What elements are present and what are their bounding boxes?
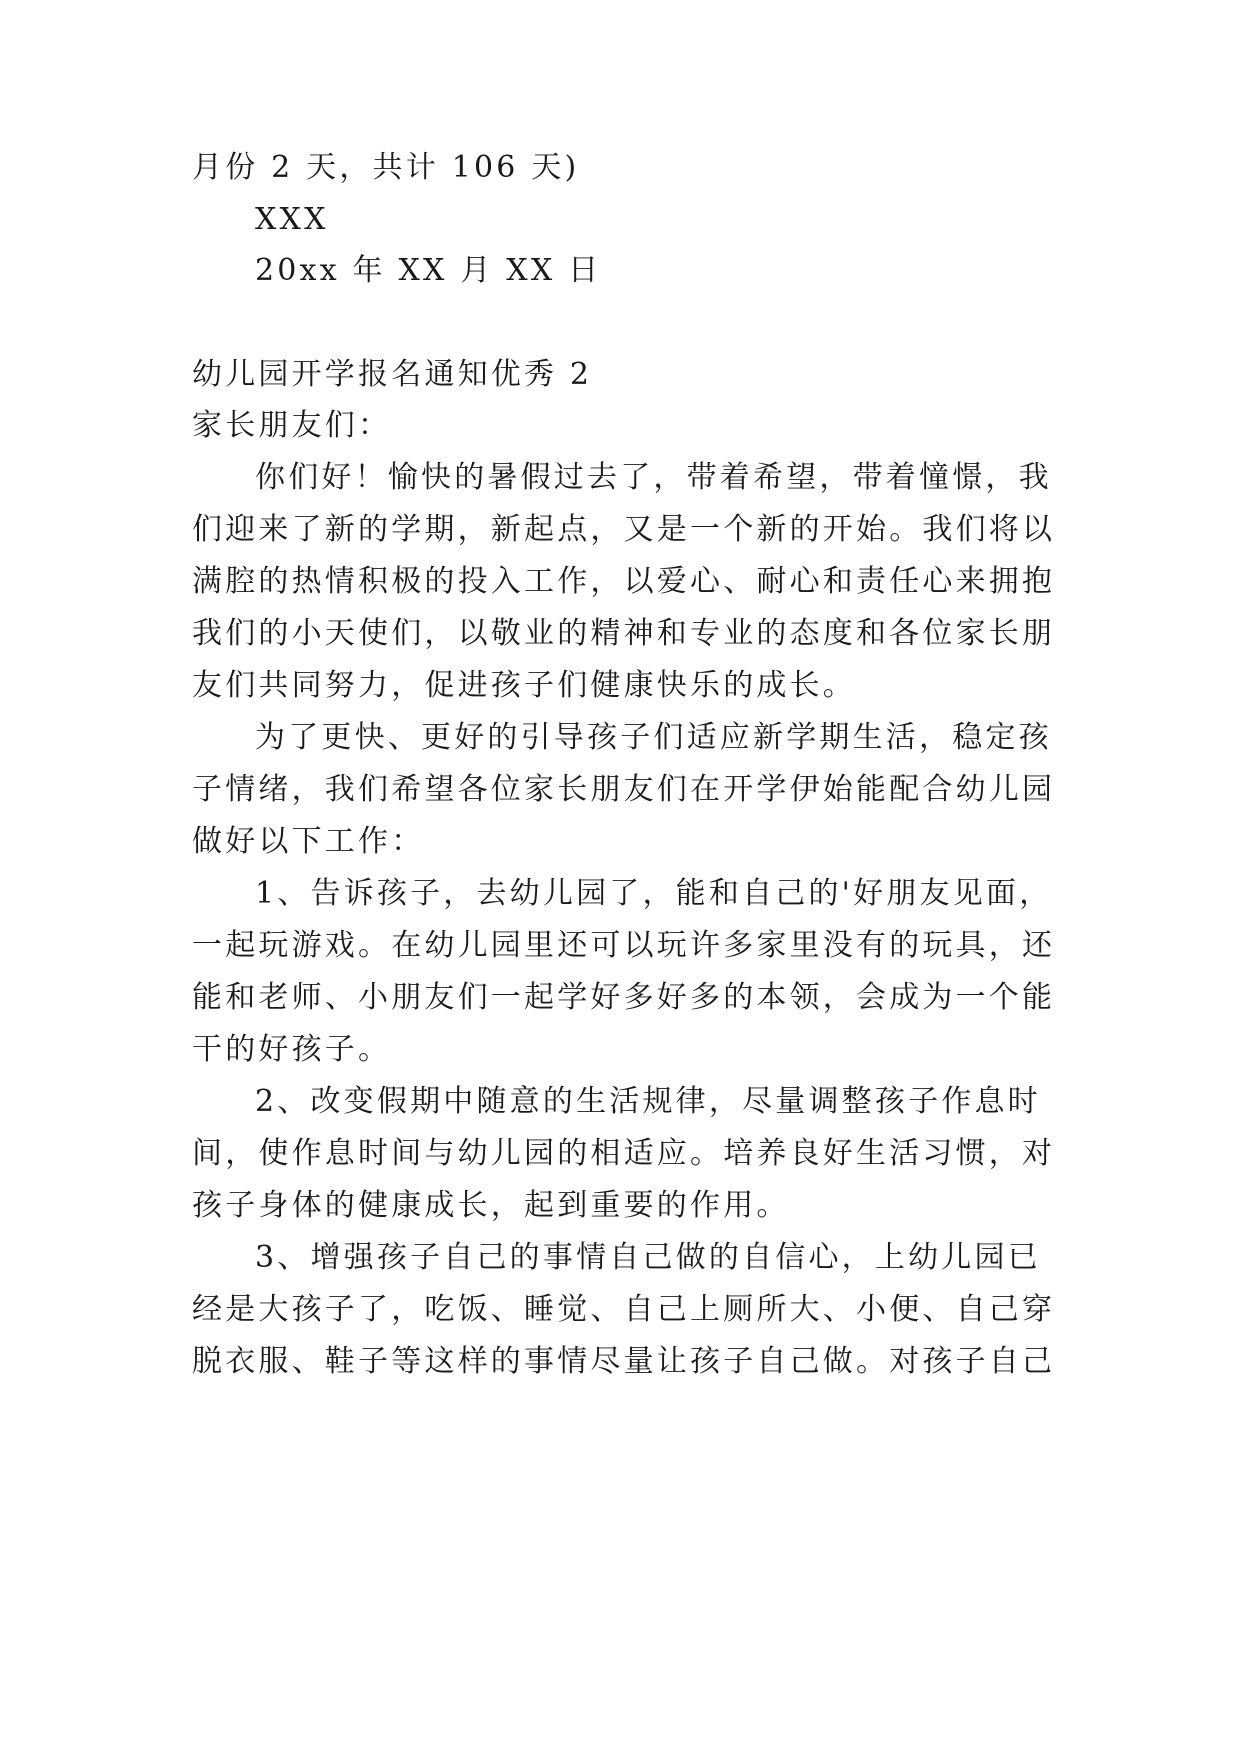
carryover-line: 月份 2 天，共计 106 天) (192, 150, 580, 185)
paragraph-line: 3、增强孩子自己的事情自己做的自信心，上幼儿园已 (255, 1240, 1041, 1275)
signer-name: XXX (255, 202, 329, 237)
paragraph-line: 经是大孩子了，吃饭、睡觉、自己上厕所大、小便、自己穿 (192, 1292, 1056, 1327)
paragraph-line: 为了更快、更好的引导孩子们适应新学期生活，稳定孩 (255, 720, 1052, 755)
salutation: 家长朋友们： (192, 408, 392, 443)
paragraph-line: 子情绪，我们希望各位家长朋友们在开学伊始能配合幼儿园 (192, 772, 1056, 807)
paragraph-line: 一起玩游戏。在幼儿园里还可以玩许多家里没有的玩具，还 (192, 928, 1056, 963)
signature-date: 20xx 年 XX 月 XX 日 (255, 253, 602, 288)
paragraph-line: 能和老师、小朋友们一起学好多好多的本领，会成为一个能 (192, 980, 1056, 1015)
paragraph-line: 们迎来了新的学期，新起点，又是一个新的开始。我们将以 (192, 512, 1056, 547)
paragraph-line: 脱衣服、鞋子等这样的事情尽量让孩子自己做。对孩子自己 (192, 1344, 1056, 1379)
paragraph-line: 2、改变假期中随意的生活规律，尽量调整孩子作息时 (255, 1084, 1041, 1119)
paragraph-line: 做好以下工作： (192, 824, 425, 859)
paragraph-line: 满腔的热情积极的投入工作，以爱心、耐心和责任心来拥抱 (192, 564, 1056, 599)
paragraph-line: 我们的小天使们，以敬业的精神和专业的态度和各位家长朋 (192, 616, 1056, 651)
section-title: 幼儿园开学报名通知优秀 2 (192, 357, 593, 392)
paragraph-line: 你们好！愉快的暑假过去了，带着希望，带着憧憬，我 (255, 460, 1052, 495)
paragraph-line: 1、告诉孩子，去幼儿园了，能和自己的'好朋友见面， (255, 876, 1053, 911)
paragraph-line: 干的好孩子。 (192, 1032, 392, 1067)
paragraph-line: 孩子身体的健康成长，起到重要的作用。 (192, 1188, 790, 1223)
paragraph-line: 友们共同努力，促进孩子们健康快乐的成长。 (192, 668, 856, 703)
paragraph-line: 间，使作息时间与幼儿园的相适应。培养良好生活习惯，对 (192, 1136, 1056, 1171)
